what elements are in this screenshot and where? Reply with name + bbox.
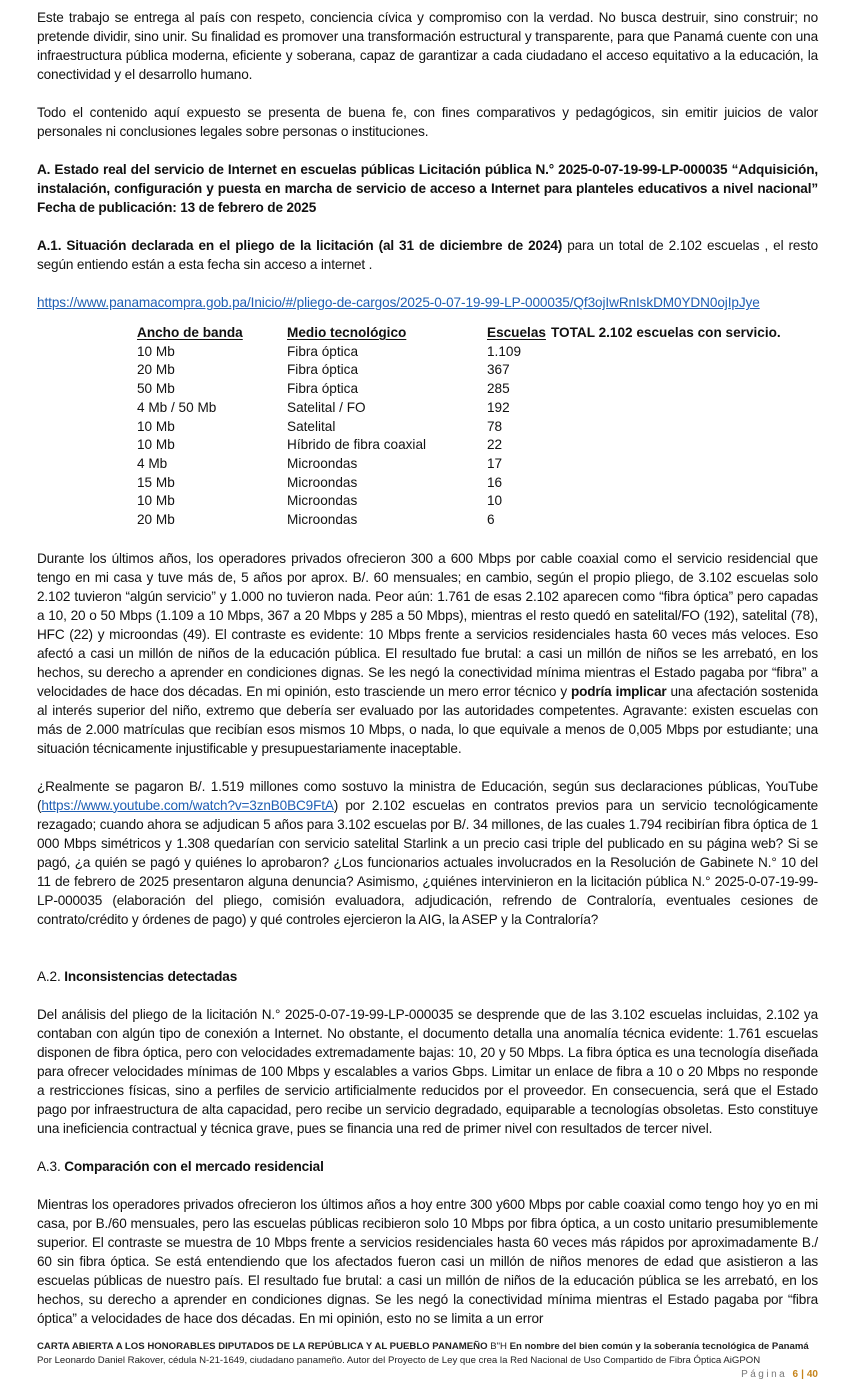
table-row (137, 361, 549, 380)
cell-technology: Híbrido de fibra coaxial (287, 437, 427, 453)
table-row (137, 511, 549, 530)
footer-bh: B"H (487, 1341, 510, 1352)
cell-technology: Microondas (287, 474, 358, 490)
table-row (137, 492, 549, 511)
pliego-url-line (37, 293, 818, 312)
cell-bandwidth: 10 Mb (137, 437, 175, 453)
section-title: Comparación con el mercado residencial (64, 1158, 324, 1174)
header-schools: Escuelas (487, 325, 546, 340)
table-row (137, 455, 549, 474)
paragraph-text: Durante los últimos años, los operadores privados ofrecieron 300 a 600 Mbps por cable coaxial como el servicio residencial que tengo en mi casa y tuve más de, 5 años por aprox. B/. 60 mensuales; en cambio, según el propio pliego, de 3.102 escuelas solo 2.102 tuvieron “algún servicio” y 1.000 no tuvieron nada. Peor aún: 1.761 de esas 2.102 aparecen como “fibra óptica” pero capadas a 10, 20 o 50 Mbps (1.109 a 10 Mbps, 367 a 20 Mbps y 285 a 50 Mbps), mientras el resto quedó en satelital/FO (192), satelital (78), HFC (22) y microondas (49). El contraste es evidente: 10 Mbps frente a servicios residenciales hasta 60 veces más veloces. Eso afectó a casi un millón de niños de la educación pública. El resultado fue brutal: a casi un millón de niños se les arrebató, en los hechos, su derecho a aprender en condiciones dignas. Se les negó la conectividad mínima mientras el Estado pagaba por “fibra” a velocidades de hace dos décadas. En mi opinión, esto trasciende un mero error técnico y (37, 550, 818, 699)
header-bandwidth: Ancho de banda (137, 325, 243, 340)
cell-schools: 192 (487, 399, 510, 415)
paragraph-text: ¿Realmente se pagaron B/. 1.519 millones como sostuvo la ministra de Educación, según sus declaraciones públicas, YouTube ( (37, 778, 818, 813)
pliego-link[interactable]: https://www.panamacompra.gob.pa/Inicio/#/pliego-de-cargos/2025-0-07-19-99-LP-000035/Qf3ojIwRnIskDM0YDN0ojIpJye (37, 295, 760, 310)
cell-schools: 285 (487, 381, 510, 397)
section-a1-heading: A.1. Situación declarada en el pliego de la licitación (al 31 de diciembre de 2024) (37, 238, 563, 253)
cell-technology: Satelital (287, 418, 336, 434)
table-row (137, 418, 549, 437)
page-number (741, 1369, 818, 1380)
table-row (137, 380, 549, 399)
emphasis-text: podría implicar (570, 683, 667, 699)
cell-bandwidth: 20 Mb (137, 362, 175, 378)
cell-bandwidth: 10 Mb (137, 493, 175, 509)
section-a3-paragraph: Mientras los operadores privados ofrecieron los últimos años a hoy entre 300 y600 Mbps por cable coaxial como tengo hoy yo en mi casa, por B./60 mensuales, pero las escuelas públicas recibieron solo 10 Mbps por fibra óptica, a un costo unitario presumiblemente superior. El contraste se muestra de 10 Mbps frente a servicios residenciales hasta 60 veces más rápidos por aproximadamente B./ 60 sin fibra óptica. Se está entendiendo que los afectados fueron casi un millón de niños menores de edad que asistieron a las escuelas públicas de nuestro país. El resultado fue brutal: a casi un millón de niños de la educación pública se les arrebató, en los hechos, su derecho a aprender en condiciones dignas. Se les negó la conectividad mínima mientras el Estado pagaba por “fibra óptica” a velocidades de hace dos décadas. En mi opinión, esto no se limita a un error (37, 1196, 818, 1326)
cell-bandwidth: 10 Mb (137, 418, 175, 434)
section-a-heading: A. Estado real del servicio de Internet en escuelas públicas Licitación pública N.° 2025-0-07-19-99-LP-000035 “Adquisición, instalación, configuración y puesta en marcha de servicio de acceso a Internet para planteles educativos a nivel nacional” Fecha de publicación: 13 de febrero de 2025 (37, 162, 818, 215)
page-footer (37, 1340, 818, 1368)
section-number: A.3. (37, 1158, 65, 1174)
intro-paragraph-2: Todo el contenido aquí expuesto se presenta de buena fe, con fines comparativos y pedagógicos, sin emitir juicios de valor personales ni conclusiones legales sobre personas o instituciones. (37, 105, 818, 139)
paragraph-text: ) por 2.102 escuelas en contratos previos para un servicio tecnológicamente rezagado; cuando ahora se adjudican 5 años para 3.102 escuelas por B/. 34 millones, de las cuales 1.794 recibirían fibra óptica de 1 000 Mbps simétricos y 1.308 quedarían con servicio satelital Starlink a un precio casi triple del publicado en su página web? Si se pagó, ¿a quién se pagó y quiénes lo aprobaron? ¿Los funcionarios actuales involucrados en la Resolución de Gabinete N.° 10 del 11 de febrero de 2025 presentaron alguna denuncia? Asimismo, ¿quiénes intervinieron en la licitación pública N.° 2025-0-07-19-99-LP-000035 (elaboración del pliego, comisión evaluadora, adjudicación, refrendo de Contraloría, eventuales cesiones de contrato/crédito y órdenes de pago) y qué controles ejercieron la AIG, la ASEP y la Contraloría? (37, 797, 818, 927)
cell-technology: Microondas (287, 455, 358, 471)
table-row (137, 343, 549, 362)
section-a2-paragraph: Del análisis del pliego de la licitación N.° 2025-0-07-19-99-LP-000035 se desprende que de las 3.102 escuelas incluidas, 2.102 ya contaban con algún tipo de conexión a Internet. No obstante, el documento detalla una anomalía técnica evidente: 1.761 escuelas disponen de fibra óptica, pero con velocidades extremadamente bajas: 10, 20 y 50 Mbps. La fibra óptica es una tecnología diseñada para ofrecer velocidades mínimas de 100 Mbps y escalables a varios Gbps. Limitar un enlace de fibra a 10 o 20 Mbps no responde a restricciones físicas, sino a perfiles de servicio artificialmente reducidos por el proveedor. En consecuencia, será que el Estado pago por infraestructura de alta capacidad, pero recibe un servicio degradado, equiparable a tecnologías obsoletas. Esto constituye una ineficiencia contractual y técnica grave, pues se financia una red de primer nivel con resultados de tercer nivel. (37, 1006, 818, 1136)
cell-technology: Satelital / FO (287, 399, 366, 415)
section-a2-heading (37, 967, 818, 986)
section-title: Inconsistencias detectadas (64, 968, 238, 984)
cell-schools: 22 (487, 437, 503, 453)
cell-schools: 10 (487, 493, 503, 509)
section-a1-heading-rest: para un total de 2.102 escuelas , el resto según entiendo están a esta fecha sin acceso a internet . (37, 238, 819, 272)
cell-technology: Fibra óptica (287, 362, 359, 378)
footer-author: Por Leonardo Daniel Rakover, cédula N-21-1649, ciudadano panameño. Autor del Proyecto de Ley que crea la Red Nacional de Uso Compartido de Fibra Óptica AiGPON (37, 1355, 761, 1366)
section-a1-intro (37, 236, 818, 274)
cell-bandwidth: 4 Mb / 50 Mb (137, 399, 217, 415)
table-total-note: TOTAL 2.102 escuelas con servicio. (551, 325, 781, 340)
table-row (137, 436, 549, 455)
cell-schools: 1.109 (487, 343, 522, 359)
youtube-link[interactable]: https://www.youtube.com/watch?v=3znB0BC9FtA (41, 797, 334, 813)
cell-schools: 367 (487, 362, 510, 378)
cell-bandwidth: 4 Mb (137, 455, 168, 471)
section-a1-paragraph-2 (37, 777, 818, 929)
schools-bandwidth-table (137, 324, 549, 530)
table-row (137, 399, 549, 418)
cell-technology: Microondas (287, 512, 358, 528)
intro-paragraph-1: Este trabajo se entrega al país con respeto, conciencia cívica y compromiso con la verdad. No busca destruir, sino construir; no pretende dividir, sino unir. Su finalidad es promover una transformación estructural y transparente, para que Panamá cuente con una infraestructura pública moderna, eficiente y soberana, capaz de garantizar a cada ciudadano el acceso equitativo a la educación, la conectividad y el desarrollo humano. (37, 10, 818, 82)
cell-bandwidth: 20 Mb (137, 512, 175, 528)
page-total: 40 (806, 1369, 818, 1380)
cell-technology: Microondas (287, 493, 358, 509)
section-number: A.2. (37, 968, 65, 984)
footer-title: CARTA ABIERTA A LOS HONORABLES DIPUTADOS DE LA REPÚBLICA Y AL PUEBLO PANAMEÑO (37, 1341, 488, 1352)
table-row (137, 474, 549, 493)
section-a3-heading (37, 1157, 818, 1176)
page-current: 6 (792, 1369, 799, 1380)
cell-bandwidth: 10 Mb (137, 343, 175, 359)
document-page (37, 8, 818, 1328)
table-header-row (137, 324, 549, 343)
footer-subtitle: En nombre del bien común y la soberanía tecnológica de Panamá (509, 1341, 809, 1352)
cell-schools: 78 (487, 418, 503, 434)
page-label: Página (741, 1369, 788, 1380)
cell-technology: Fibra óptica (287, 343, 359, 359)
cell-schools: 17 (487, 455, 503, 471)
cell-bandwidth: 15 Mb (137, 474, 175, 490)
schools-bandwidth-table-wrap (137, 324, 818, 530)
header-technology: Medio tecnológico (287, 325, 407, 340)
cell-technology: Fibra óptica (287, 381, 359, 397)
cell-schools: 6 (487, 512, 495, 528)
cell-bandwidth: 50 Mb (137, 381, 175, 397)
paragraph-text: una afectación sostenida al interés superior del niño, extremo que debería ser evaluado por las autoridades competentes. Agravante: existen escuelas con más de 2.000 matrículas que recibían esos mismos 10 Mbps, o nada, lo que equivale a menos de 0,005 Mbps por estudiante; una situación técnicamente injustificable y presupuestariamente inaceptable. (37, 683, 819, 756)
section-a1-paragraph-1 (37, 549, 818, 758)
cell-schools: 16 (487, 474, 503, 490)
page-separator: | (801, 1369, 804, 1380)
